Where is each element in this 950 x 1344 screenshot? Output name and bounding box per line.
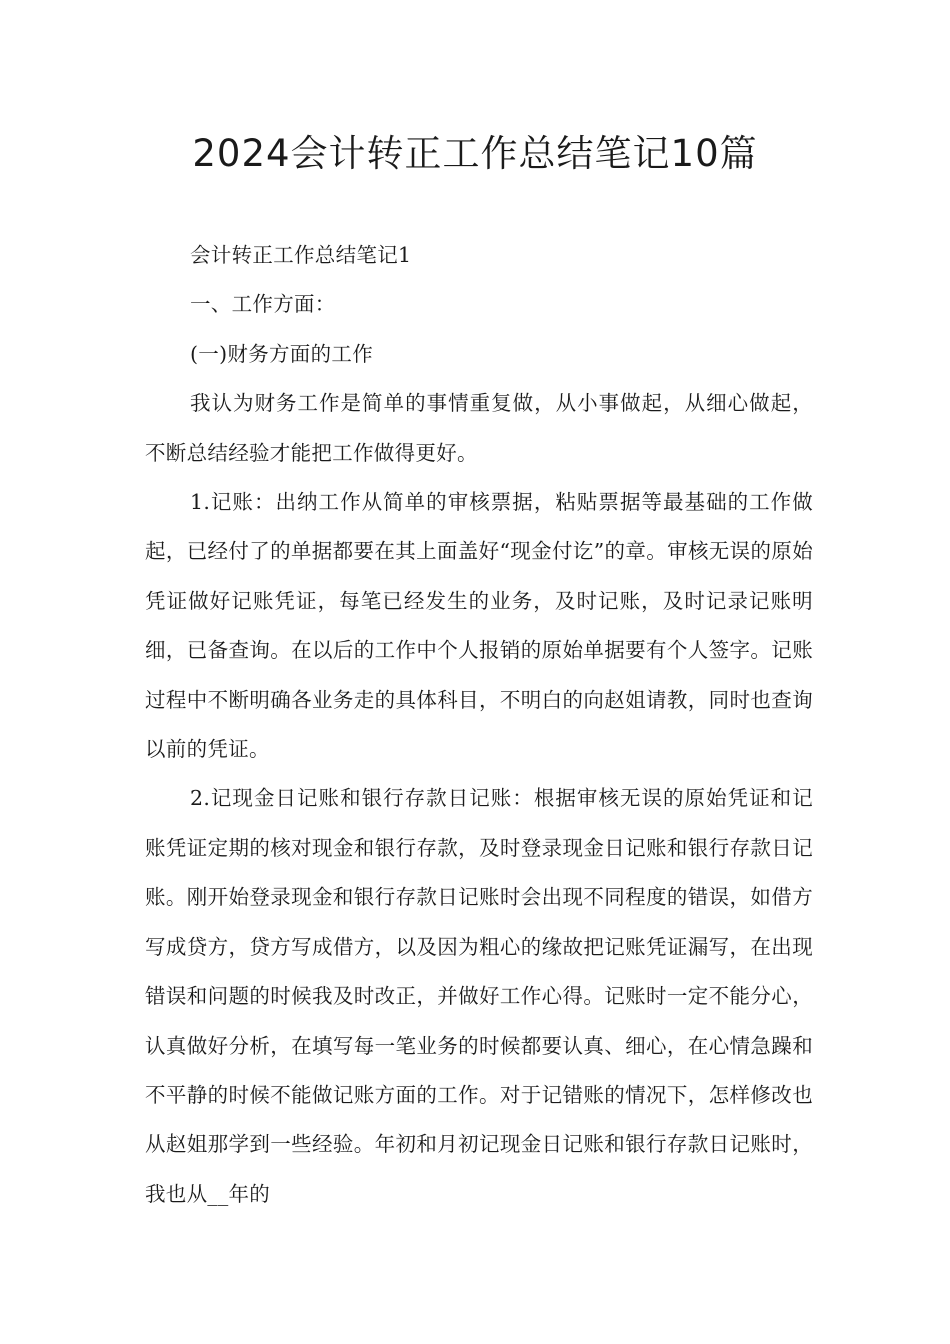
document-body — [145, 231, 813, 1219]
paragraph-bookkeeping: 1.记账：出纳工作从简单的审核票据，粘贴票据等最基础的工作做起，已经付了的单据都要在其上面盖好“现金付讫”的章。审核无误的原始凭证做好记账凭证，每笔已经发生的业务，及时记账，及时记录记账明细，已备查询。在以后的工作中个人报销的原始单据要有个人签字。记账过程中不断明确各业务走的具体科目，不明白的向赵姐请教，同时也查询以前的凭证。 — [145, 490, 813, 762]
document-title: 2024会计转正工作总结笔记10篇 — [192, 132, 758, 175]
paragraph-journals: 2.记现金日记账和银行存款日记账：根据审核无误的原始凭证和记账凭证定期的核对现金和银行存款，及时登录现金日记账和银行存款日记账。刚开始登录现金和银行存款日记账时会出现不同程度的错误，如借方写成贷方，贷方写成借方，以及因为粗心的缘故把记账凭证漏写，在出现错误和问题的时候我及时改正，并做好工作心得。记账时一定不能分心，认真做好分析，在填写每一笔业务的时候都要认真、细心，在心情急躁和不平静的时候不能做记账方面的工作。对于记错账的情况下，怎样修改也从赵姐那学到一些经验。年初和月初记现金日记账和银行存款日记账时，我也从__年的 — [145, 786, 813, 1206]
subheading-work: 一、工作方面： — [190, 292, 336, 317]
paragraph-intro: 我认为财务工作是简单的事情重复做，从小事做起，从细心做起，不断总结经验才能把工作做得更好。 — [145, 391, 813, 465]
section-heading: 会计转正工作总结笔记1 — [190, 243, 412, 267]
subheading-finance: (一)财务方面的工作 — [190, 341, 373, 366]
